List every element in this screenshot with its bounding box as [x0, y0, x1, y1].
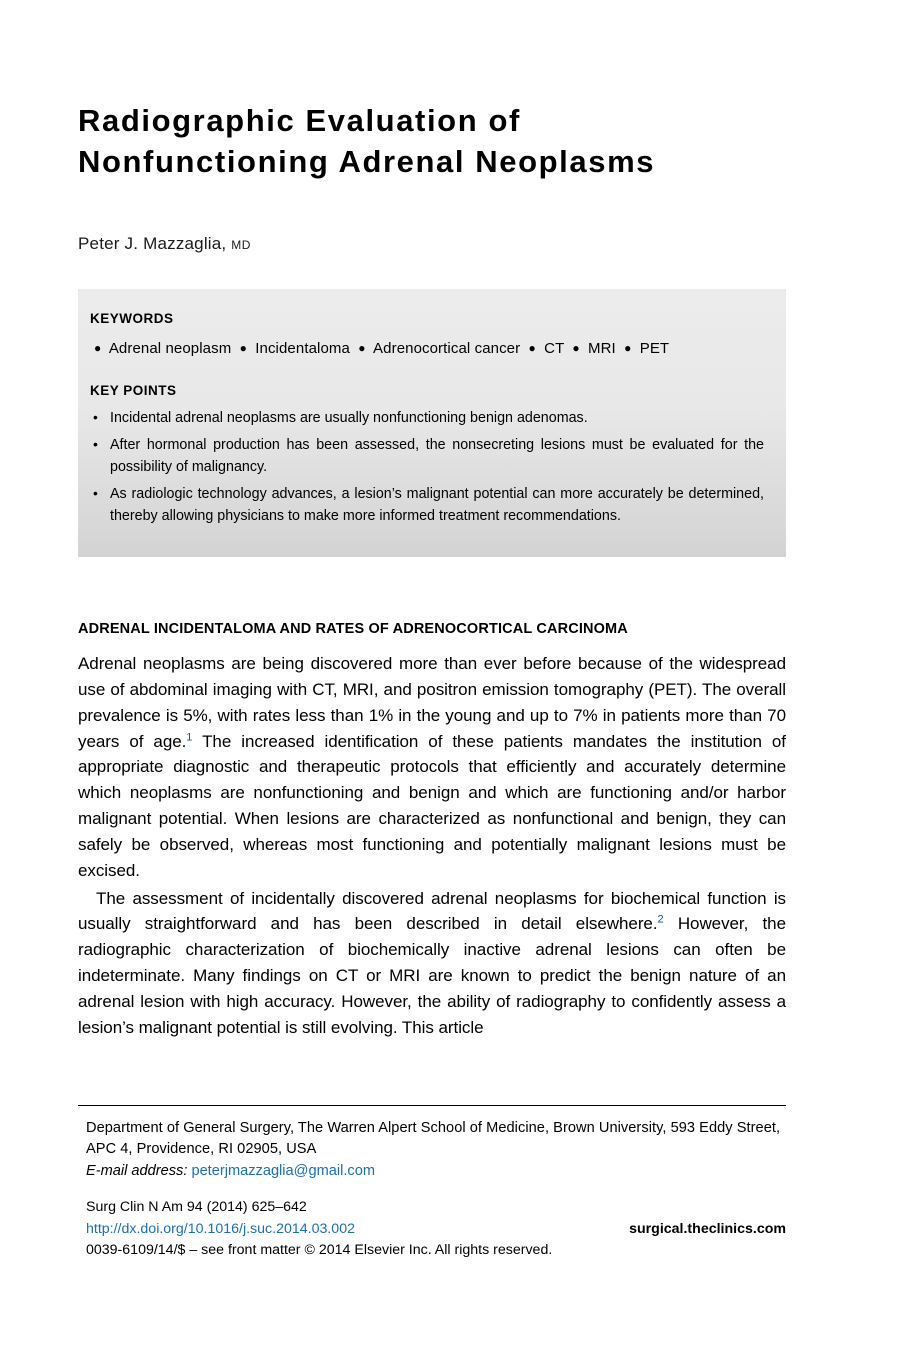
paragraph-1: [78, 651, 786, 883]
page-title: Radiographic Evaluation of Nonfunctioning Adrenal Neoplasms: [78, 103, 656, 180]
section-heading: ADRENAL INCIDENTALOMA AND RATES OF ADRENOCORTICAL CARCINOMA: [78, 621, 628, 638]
bullet-icon: ●: [358, 341, 366, 356]
keyword-item: PET: [639, 340, 670, 358]
bullet-icon: ●: [624, 341, 632, 356]
email-label: E-mail address:: [86, 1163, 188, 1180]
publisher-site-link[interactable]: surgical.theclinics.com: [629, 1220, 786, 1237]
keypoints-list: [90, 408, 764, 527]
affiliation-text: Department of General Surgery, The Warren Alpert School of Medicine, Brown University, 593 Eddy Street, APC 4, Providence, RI 02905, USA: [86, 1120, 781, 1158]
article-content: [78, 0, 786, 1041]
keypoints-heading: KEY POINTS: [90, 382, 177, 398]
paragraph-2-text-a: The assessment of incidentally discovered adrenal neoplasms for biochemical function is usually straightforward and has been described in detail elsewhere.: [78, 888, 786, 934]
author-line: [78, 234, 786, 254]
keyword-item: Incidentaloma: [255, 340, 350, 358]
paragraph-2: [78, 886, 786, 1041]
bullet-icon: ●: [94, 341, 102, 356]
paragraph-2-text-b: However, the radiographic characterization of biochemically inactive adrenal lesions can often be indeterminate. Many findings on CT or MRI are known to predict the benign nature of an adrenal lesion with high accuracy. However, the ability of radiography to confidently assess a lesion’s malignant potential is still evolving. This article: [78, 914, 786, 1037]
bullet-icon: ●: [239, 341, 247, 356]
email-line: [86, 1163, 786, 1179]
keyword-item: Adrenocortical cancer: [373, 340, 521, 358]
paragraph-1-text-b: The increased identification of these patients mandates the institution of appropriate diagnostic and therapeutic protocols that efficiently and accurately determine which neoplasms are nonfunctioning and benign and which are functioning and/or harbor malignant potential. When lesions are characterized as nonfunctional and benign, they can safely be observed, whereas most functioning and potentially malignant lesions must be excised.: [78, 731, 786, 880]
journal-info: [86, 1197, 786, 1261]
list-item: • Incidental adrenal neoplasms are usually nonfunctioning benign adenomas.: [90, 408, 764, 429]
author-degree: MD: [231, 238, 251, 253]
bullet-icon: ●: [572, 341, 580, 356]
citation-line: Surg Clin N Am 94 (2014) 625–642: [86, 1199, 307, 1216]
author-name: Peter J. Mazzaglia,: [78, 234, 227, 254]
doi-link[interactable]: http://dx.doi.org/10.1016/j.suc.2014.03.002: [86, 1220, 355, 1237]
list-item: • After hormonal production has been assessed, the nonsecreting lesions must be evaluated for the possibility of malignancy.: [90, 435, 764, 478]
keyword-item: MRI: [588, 340, 616, 358]
paragraph-1-text-a: Adrenal neoplasms are being discovered more than ever before because of the widespread use of abdominal imaging with CT, MRI, and positron emission tomography (PET). The overall prevalence is 5%, with rates less than 1% in the young and up to 7% in patients more than 70 years of age.: [78, 654, 786, 751]
email-link[interactable]: peterjmazzaglia@gmail.com: [191, 1163, 375, 1180]
bullet-icon: ●: [528, 341, 536, 356]
keywords-list: [90, 338, 764, 361]
reference-marker-2[interactable]: 2: [657, 913, 664, 926]
keyword-item: Adrenal neoplasm: [108, 340, 232, 358]
reference-marker-1[interactable]: 1: [186, 730, 193, 743]
list-item: • As radiologic technology advances, a lesion’s malignant potential can more accurately be determined, thereby allowing physicians to make more informed treatment recommendations.: [90, 484, 764, 527]
doi-row: [86, 1219, 786, 1240]
footnote-block: [78, 1105, 786, 1261]
copyright-line: 0039-6109/14/$ – see front matter © 2014 Elsevier Inc. All rights reserved.: [86, 1241, 553, 1258]
keywords-keypoints-box: [78, 289, 786, 557]
keywords-heading: KEYWORDS: [90, 311, 174, 327]
footnote-divider: [78, 1105, 786, 1106]
keyword-item: CT: [544, 340, 565, 358]
